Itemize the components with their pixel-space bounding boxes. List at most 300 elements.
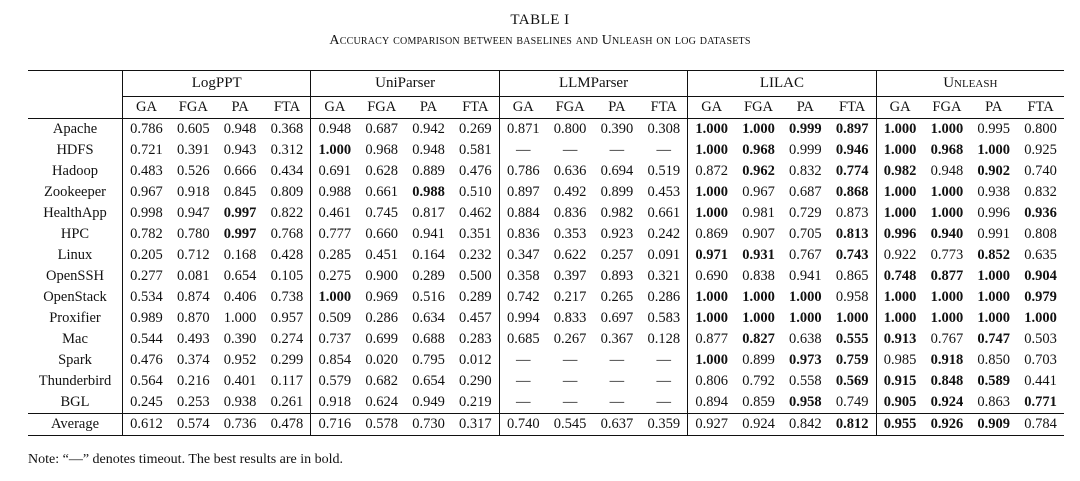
metric-cell: 0.736: [217, 414, 264, 436]
dataset-name: Mac: [62, 331, 88, 347]
metric-cell: 0.927: [688, 414, 735, 436]
metric-header: FGA: [358, 97, 405, 119]
metric-cell: 1.000: [688, 140, 735, 161]
metric-cell: 1.000: [876, 182, 923, 203]
metric-cell: 0.852: [977, 247, 1011, 263]
metric-cell: 1.000: [876, 308, 923, 329]
metric-cell: 0.624: [365, 394, 399, 410]
average-row: [28, 414, 1064, 436]
metric-cell: 0.771: [1024, 394, 1057, 410]
metric-cell: 0.351: [459, 226, 492, 242]
metric-cell: 0.729: [789, 205, 822, 221]
metric-cell: 0.918: [176, 184, 210, 200]
metric-cell: 0.909: [970, 414, 1017, 436]
metric-header: GA: [123, 97, 170, 119]
group-header-row: [28, 71, 1064, 97]
metric-cell: 0.451: [365, 247, 399, 263]
metric-cell: 0.923: [600, 226, 634, 242]
metric-cell: —: [562, 373, 578, 389]
metric-cell: 0.971: [688, 245, 735, 266]
metric-cell: 0.574: [170, 414, 217, 436]
table-row: [28, 119, 1064, 141]
metric-cell: 0.967: [123, 182, 170, 203]
metric-header: FTA: [264, 97, 311, 119]
metric-cell: 1.000: [311, 140, 358, 161]
metric-cell: 1.000: [977, 310, 1011, 326]
metric-cell: 0.526: [176, 163, 210, 179]
metric-cell: 0.688: [412, 331, 445, 347]
metric-cell: 0.997: [223, 226, 257, 242]
dataset-name: Average: [28, 414, 123, 436]
metric-cell: 0.877: [688, 329, 735, 350]
metric-cell: 0.558: [789, 373, 822, 389]
metric-cell: 0.988: [311, 182, 358, 203]
dataset-name: Apache: [52, 121, 98, 137]
metric-cell: 0.767: [930, 331, 964, 347]
metric-cell: 0.286: [647, 289, 681, 305]
metric-cell: 0.637: [594, 414, 641, 436]
dataset-name: HPC: [60, 226, 90, 242]
metric-cell: 0.743: [835, 247, 869, 263]
metric-cell: 0.321: [647, 268, 681, 284]
table-row: [28, 266, 1064, 287]
metric-cell: 0.884: [499, 203, 546, 224]
dataset-header: [28, 71, 123, 97]
metric-cell: 0.020: [365, 352, 399, 368]
metric-cell: 0.289: [412, 268, 445, 284]
metric-cell: 0.838: [742, 268, 775, 284]
metric-cell: 0.924: [930, 394, 964, 410]
metric-cell: 0.982: [600, 205, 634, 221]
metric-cell: 1.000: [977, 289, 1011, 305]
metric-cell: 0.845: [223, 184, 257, 200]
metric-cell: 0.434: [270, 163, 304, 179]
metric-cell: 0.952: [223, 352, 257, 368]
metric-cell: 0.948: [930, 163, 964, 179]
metric-cell: 0.897: [835, 121, 869, 137]
metric-cell: 0.918: [930, 352, 964, 368]
metric-cell: 0.738: [270, 289, 304, 305]
metric-cell: 0.813: [835, 226, 869, 242]
metric-cell: 0.275: [311, 266, 358, 287]
metric-cell: 0.622: [553, 247, 587, 263]
metric-cell: 0.997: [223, 205, 257, 221]
dataset-name: HealthApp: [43, 205, 107, 221]
metric-cell: 0.516: [412, 289, 445, 305]
metric-cell: 0.635: [1024, 247, 1057, 263]
metric-cell: 0.661: [365, 184, 399, 200]
metric-cell: 0.128: [647, 331, 681, 347]
metric-cell: 0.286: [365, 310, 399, 326]
dataset-name: Hadoop: [52, 163, 98, 179]
metric-cell: 0.999: [789, 142, 822, 158]
table-row: [28, 392, 1064, 414]
metric-cell: 0.913: [876, 329, 923, 350]
metric-cell: 0.457: [459, 310, 492, 326]
metric-header: PA: [782, 97, 829, 119]
metric-cell: 0.836: [553, 205, 587, 221]
metric-cell: 0.257: [600, 247, 634, 263]
metric-cell: 0.907: [742, 226, 775, 242]
metric-cell: 0.809: [270, 184, 304, 200]
metric-cell: 0.904: [1024, 268, 1057, 284]
metric-cell: 0.800: [553, 121, 587, 137]
metric-header: FTA: [452, 97, 499, 119]
metric-cell: 1.000: [742, 289, 775, 305]
metric-header: PA: [970, 97, 1017, 119]
metric-header: FTA: [1017, 97, 1064, 119]
group-header: UniParser: [311, 71, 499, 97]
metric-cell: 0.808: [1024, 226, 1057, 242]
metric-cell: 0.872: [688, 161, 735, 182]
table-row: [28, 224, 1064, 245]
metric-cell: 0.638: [789, 331, 822, 347]
metric-cell: 0.534: [123, 287, 170, 308]
metric-cell: 0.848: [930, 373, 964, 389]
metric-cell: 0.777: [311, 224, 358, 245]
table-body: [28, 119, 1064, 436]
table-row: [28, 245, 1064, 266]
metric-cell: 0.957: [270, 310, 304, 326]
metric-cell: 0.948: [412, 142, 445, 158]
metric-cell: 0.899: [742, 352, 775, 368]
metric-cell: 0.747: [977, 331, 1011, 347]
metric-cell: 0.784: [1017, 414, 1064, 436]
metric-cell: 1.000: [876, 140, 923, 161]
metric-cell: 0.267: [553, 331, 587, 347]
metric-cell: 0.712: [176, 247, 210, 263]
metric-cell: 0.915: [876, 371, 923, 392]
metric-cell: 0.999: [789, 121, 822, 137]
metric-cell: 1.000: [688, 119, 735, 141]
metric-cell: 0.873: [835, 205, 869, 221]
metric-cell: 0.962: [742, 163, 775, 179]
group-header: LILAC: [688, 71, 876, 97]
metric-cell: 0.428: [270, 247, 304, 263]
metric-cell: 0.973: [789, 352, 822, 368]
metric-cell: 0.691: [311, 161, 358, 182]
metric-cell: 0.991: [977, 226, 1011, 242]
metric-cell: 0.397: [553, 268, 587, 284]
metric-cell: 0.232: [459, 247, 492, 263]
metric-cell: 0.780: [176, 226, 210, 242]
metric-header: FGA: [735, 97, 782, 119]
metric-cell: 0.205: [123, 245, 170, 266]
metric-cell: 0.654: [412, 373, 445, 389]
dataset-name: HDFS: [56, 142, 94, 158]
dataset-name: Spark: [58, 352, 92, 368]
metric-cell: 0.982: [876, 161, 923, 182]
metric-cell: 0.299: [270, 352, 304, 368]
metric-cell: 0.441: [1024, 373, 1057, 389]
metric-cell: 0.461: [311, 203, 358, 224]
metric-cell: 0.941: [789, 268, 822, 284]
metric-cell: 0.261: [270, 394, 304, 410]
metric-cell: 0.947: [176, 205, 210, 221]
metric-cell: 0.989: [123, 308, 170, 329]
metric-cell: 1.000: [789, 310, 822, 326]
metric-cell: —: [609, 142, 625, 158]
metric-cell: 0.666: [223, 163, 257, 179]
metric-cell: 0.899: [600, 184, 634, 200]
metric-cell: 0.509: [311, 308, 358, 329]
metric-cell: 0.274: [270, 331, 304, 347]
metric-cell: 1.000: [930, 184, 964, 200]
metric-cell: 0.500: [459, 268, 492, 284]
metric-cell: 0.943: [223, 142, 257, 158]
metric-cell: 0.958: [835, 289, 869, 305]
metric-cell: 0.948: [311, 119, 358, 141]
metric-cell: 0.253: [176, 394, 210, 410]
group-header: LogPPT: [123, 71, 311, 97]
metric-cell: 0.740: [499, 414, 546, 436]
metric-cell: 0.981: [742, 205, 775, 221]
metric-cell: 0.955: [876, 414, 923, 436]
metric-cell: 0.390: [223, 331, 257, 347]
metric-cell: 0.687: [365, 121, 399, 137]
metric-cell: 0.938: [223, 394, 257, 410]
metric-cell: 0.774: [835, 163, 869, 179]
metric-cell: 0.317: [452, 414, 499, 436]
metric-cell: 0.476: [459, 163, 492, 179]
metric-cell: 0.946: [835, 142, 869, 158]
metric-cell: 0.759: [835, 352, 869, 368]
metric-cell: 0.782: [123, 224, 170, 245]
metric-cell: 0.994: [499, 308, 546, 329]
metric-cell: 0.806: [688, 371, 735, 392]
metric-cell: 0.996: [876, 224, 923, 245]
metric-cell: 1.000: [688, 308, 735, 329]
metric-cell: 0.889: [412, 163, 445, 179]
table-row: [28, 182, 1064, 203]
metric-cell: 0.941: [412, 226, 445, 242]
metric-cell: 1.000: [223, 310, 257, 326]
metric-cell: 0.703: [1024, 352, 1057, 368]
metric-cell: 0.690: [688, 266, 735, 287]
dataset-name: Proxifier: [49, 310, 101, 326]
metric-cell: 1.000: [835, 310, 869, 326]
metric-cell: 0.578: [358, 414, 405, 436]
metric-cell: 0.745: [365, 205, 399, 221]
metric-header: FGA: [547, 97, 594, 119]
metric-cell: 0.453: [647, 184, 681, 200]
metric-cell: 0.105: [270, 268, 304, 284]
table-row: [28, 287, 1064, 308]
metric-cell: 0.877: [930, 268, 964, 284]
metric-cell: 0.900: [365, 268, 399, 284]
metric-header: FGA: [170, 97, 217, 119]
metric-cell: 1.000: [688, 350, 735, 371]
metric-cell: 0.924: [735, 414, 782, 436]
table-row: [28, 140, 1064, 161]
metric-header: FGA: [924, 97, 971, 119]
metric-cell: 0.737: [311, 329, 358, 350]
metric-cell: 0.555: [835, 331, 869, 347]
metric-cell: 0.792: [742, 373, 775, 389]
metric-cell: 0.940: [930, 226, 964, 242]
metric-header: FTA: [640, 97, 687, 119]
metric-header: GA: [876, 97, 923, 119]
metric-cell: 0.967: [742, 184, 775, 200]
metric-cell: 0.868: [835, 184, 869, 200]
metric-cell: 0.812: [829, 414, 876, 436]
metric-cell: 1.000: [742, 310, 775, 326]
metric-cell: 0.545: [547, 414, 594, 436]
metric-cell: 0.503: [1024, 331, 1057, 347]
metric-cell: 0.636: [553, 163, 587, 179]
metric-cell: 0.740: [1024, 163, 1057, 179]
metric-cell: —: [562, 142, 578, 158]
metric-cell: 0.478: [264, 414, 311, 436]
metric-cell: 0.996: [977, 205, 1011, 221]
metric-cell: 0.985: [876, 350, 923, 371]
metric-cell: 0.353: [553, 226, 587, 242]
metric-cell: —: [562, 394, 578, 410]
metric-cell: 0.493: [176, 331, 210, 347]
metric-cell: 0.748: [876, 266, 923, 287]
metric-cell: 0.081: [176, 268, 210, 284]
metric-cell: 0.988: [412, 184, 445, 200]
metric-cell: 0.716: [311, 414, 358, 436]
metric-cell: 0.583: [647, 310, 681, 326]
metric-cell: 0.721: [123, 140, 170, 161]
metric-cell: 0.347: [499, 245, 546, 266]
metric-cell: 0.894: [688, 392, 735, 414]
metric-cell: 0.795: [412, 352, 445, 368]
metric-cell: 0.768: [270, 226, 304, 242]
metric-cell: —: [656, 142, 672, 158]
metric-cell: 1.000: [930, 205, 964, 221]
group-header: Unleash: [876, 71, 1064, 97]
metric-cell: —: [656, 352, 672, 368]
metric-cell: 0.854: [311, 350, 358, 371]
metric-cell: —: [499, 140, 546, 161]
metric-cell: 0.697: [600, 310, 634, 326]
metric-cell: 0.773: [930, 247, 964, 263]
metric-cell: 0.968: [365, 142, 399, 158]
metric-header: GA: [311, 97, 358, 119]
metric-cell: 0.390: [600, 121, 634, 137]
metric-cell: 0.660: [365, 226, 399, 242]
metric-cell: 0.612: [123, 414, 170, 436]
metric-cell: 0.358: [499, 266, 546, 287]
metric-cell: 0.476: [123, 350, 170, 371]
metric-cell: 0.682: [365, 373, 399, 389]
table-row: [28, 329, 1064, 350]
dataset-name: OpenSSH: [45, 268, 104, 284]
metric-cell: 0.374: [176, 352, 210, 368]
metric-cell: 0.850: [977, 352, 1011, 368]
metric-cell: 0.705: [789, 226, 822, 242]
metric-cell: 0.217: [553, 289, 587, 305]
metric-cell: 0.462: [459, 205, 492, 221]
metric-cell: 0.628: [365, 163, 399, 179]
metric-cell: 0.786: [123, 119, 170, 141]
metric-cell: 1.000: [930, 310, 964, 326]
metric-cell: 0.308: [647, 121, 681, 137]
metric-cell: 0.483: [123, 161, 170, 182]
metric-cell: 0.091: [647, 247, 681, 263]
metric-cell: 0.902: [977, 163, 1011, 179]
metric-cell: —: [499, 371, 546, 392]
metric-cell: 0.817: [412, 205, 445, 221]
metric-cell: 0.836: [499, 224, 546, 245]
table-caption: Accuracy comparison between baselines and Unleash on log datasets: [329, 33, 751, 48]
metric-cell: 0.699: [365, 331, 399, 347]
metric-cell: 0.401: [223, 373, 257, 389]
metric-cell: 1.000: [311, 287, 358, 308]
metric-cell: 0.925: [1024, 142, 1057, 158]
table-row: [28, 350, 1064, 371]
metric-cell: 0.359: [640, 414, 687, 436]
dataset-header-cell: [28, 97, 123, 119]
metric-header: GA: [688, 97, 735, 119]
metric-cell: 0.998: [123, 203, 170, 224]
metric-cell: 1.000: [742, 121, 775, 137]
metric-cell: 0.579: [311, 371, 358, 392]
table-row: [28, 161, 1064, 182]
metric-cell: 0.897: [499, 182, 546, 203]
metric-cell: 0.786: [499, 161, 546, 182]
metric-header: PA: [405, 97, 452, 119]
dataset-name: Linux: [57, 247, 93, 263]
metric-cell: —: [609, 352, 625, 368]
metric-cell: 0.968: [930, 142, 964, 158]
metric-cell: 0.922: [876, 245, 923, 266]
metric-cell: 1.000: [876, 203, 923, 224]
metric-cell: 0.245: [123, 392, 170, 414]
metric-cell: —: [656, 394, 672, 410]
metric-cell: —: [609, 394, 625, 410]
metric-cell: 0.905: [876, 392, 923, 414]
metric-cell: 0.863: [977, 394, 1011, 410]
metric-cell: 1.000: [930, 121, 964, 137]
metric-cell: 0.117: [270, 373, 303, 389]
metric-cell: 0.730: [405, 414, 452, 436]
metric-cell: 0.168: [223, 247, 257, 263]
dataset-name: Zookeeper: [44, 184, 106, 200]
metric-cell: 0.832: [1024, 184, 1057, 200]
table-row: [28, 308, 1064, 329]
metric-cell: 0.949: [412, 394, 445, 410]
metric-cell: 1.000: [977, 268, 1011, 284]
metric-cell: 1.000: [688, 182, 735, 203]
metric-cell: 0.164: [412, 247, 445, 263]
metric-cell: 1.000: [789, 289, 822, 305]
metric-cell: 0.822: [270, 205, 304, 221]
metric-cell: 0.833: [553, 310, 587, 326]
metric-cell: 0.800: [1024, 121, 1057, 137]
metric-cell: 0.519: [647, 163, 681, 179]
metric-cell: 0.687: [789, 184, 822, 200]
metric-header: PA: [217, 97, 264, 119]
metric-cell: 0.265: [600, 289, 634, 305]
metric-cell: 0.569: [835, 373, 869, 389]
metric-cell: 0.510: [459, 184, 492, 200]
metric-cell: 0.391: [176, 142, 210, 158]
metric-cell: 1.000: [1024, 310, 1057, 326]
metric-cell: 0.285: [311, 245, 358, 266]
metric-cell: 0.832: [789, 163, 822, 179]
metric-cell: 0.685: [499, 329, 546, 350]
metric-cell: 0.827: [742, 331, 775, 347]
table-row: [28, 371, 1064, 392]
metric-cell: 1.000: [930, 289, 964, 305]
metric-cell: 1.000: [876, 287, 923, 308]
metric-header: FTA: [829, 97, 876, 119]
metric-cell: 0.918: [311, 392, 358, 414]
metric-cell: —: [609, 373, 625, 389]
